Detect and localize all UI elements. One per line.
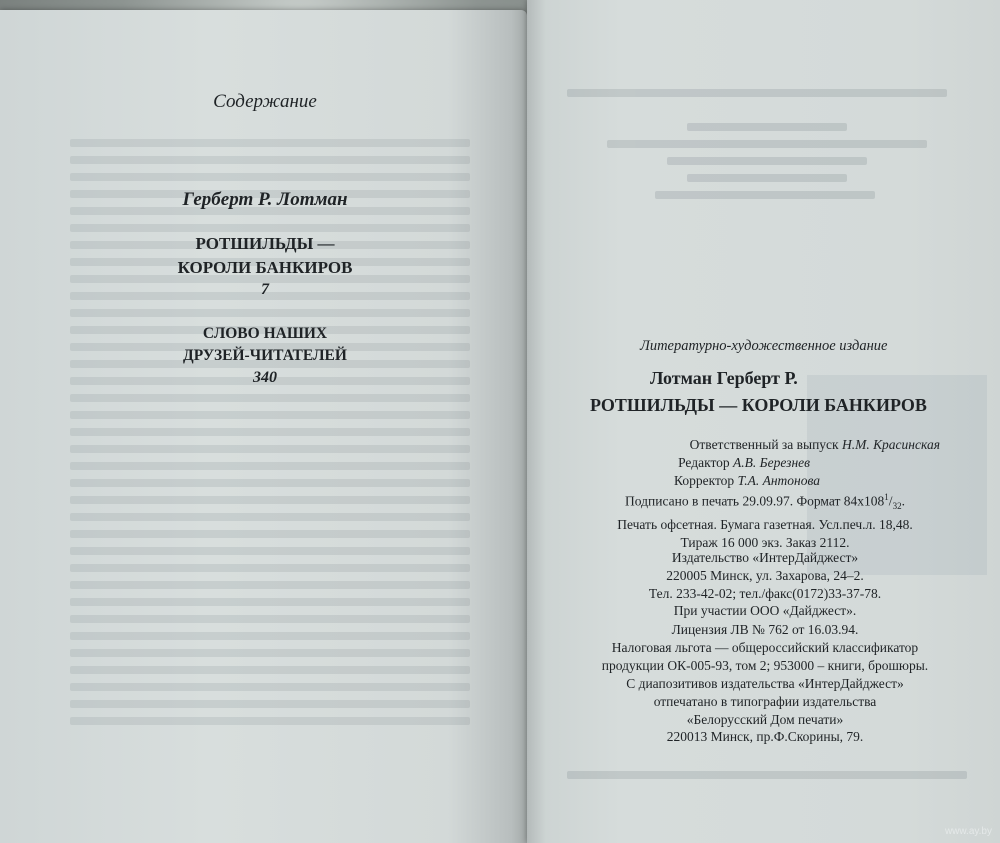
toc-title-line: РОТШИЛЬДЫ — — [195, 234, 335, 253]
credit-line: Корректор Т.А. Антонова — [674, 473, 820, 488]
credits-block — [588, 436, 940, 490]
license-details — [580, 621, 950, 674]
imprint-author: Лотман Герберт Р. — [650, 368, 798, 388]
toc-title-line: КОРОЛИ БАНКИРОВ — [177, 258, 353, 277]
bleed-through-text — [567, 762, 967, 788]
bleed-through-text — [70, 130, 470, 734]
printer-line: С диапозитивов издательства «ИнтерДайджест» — [626, 676, 904, 691]
bleed-through-text — [567, 80, 967, 208]
toc-entry-author: Герберт Р. Лотман — [182, 189, 348, 210]
site-watermark: www.ay.by — [944, 826, 992, 837]
printer-details — [580, 675, 950, 746]
toc-entry-title — [110, 323, 420, 367]
license-line: Налоговая льгота — общероссийский классификатор — [611, 639, 919, 655]
print-details-line: Тираж 16 000 экз. Заказ 2112. — [680, 534, 850, 550]
printer-line: «Белорусский Дом печати» — [686, 711, 844, 727]
publisher-line: Тел. 233-42-02; тел./факс(0172)33-37-78. — [648, 585, 882, 601]
toc-entry-title — [110, 232, 420, 280]
printer-line: отпечатано в типографии издательства — [653, 693, 877, 709]
license-line: продукции ОК-005-93, том 2; 953000 – книги, брошюры. — [601, 657, 929, 673]
publisher-line: 220005 Минск, ул. Захарова, 24–2. — [666, 567, 864, 583]
publisher-line: Издательство «ИнтерДайджест» — [671, 550, 859, 565]
toc-entry-page-number: 7 — [261, 281, 269, 298]
print-details-line: Подписано в печать 29.09.97. Формат $84x108^1/_{32}$. — [625, 492, 905, 512]
toc-title-line: СЛОВО НАШИХ — [202, 325, 328, 342]
printer-line: 220013 Минск, пр.Ф.Скорины, 79. — [666, 729, 864, 745]
contents-heading: Содержание — [213, 91, 317, 112]
imprint-title: РОТШИЛЬДЫ — КОРОЛИ БАНКИРОВ — [590, 395, 927, 415]
credit-line: Редактор А.В. Березнев — [678, 455, 810, 470]
credit-line: Ответственный за выпуск Н.М. Красинская — [689, 437, 940, 452]
license-line: Лицензия ЛВ № 762 от 16.03.94. — [671, 622, 859, 637]
edition-genre: Литературно-художественное издание — [640, 338, 888, 354]
toc-entry-page-number: 340 — [253, 369, 277, 386]
toc-title-line: ДРУЗЕЙ-ЧИТАТЕЛЕЙ — [183, 347, 347, 364]
print-details-line: Печать офсетная. Бумага газетная. Усл.печ.л. 18,48. — [617, 516, 913, 532]
print-details — [580, 489, 950, 552]
publisher-line: При участии ООО «Дайджест». — [673, 603, 857, 619]
publisher-details — [580, 549, 950, 620]
left-page — [0, 10, 527, 843]
